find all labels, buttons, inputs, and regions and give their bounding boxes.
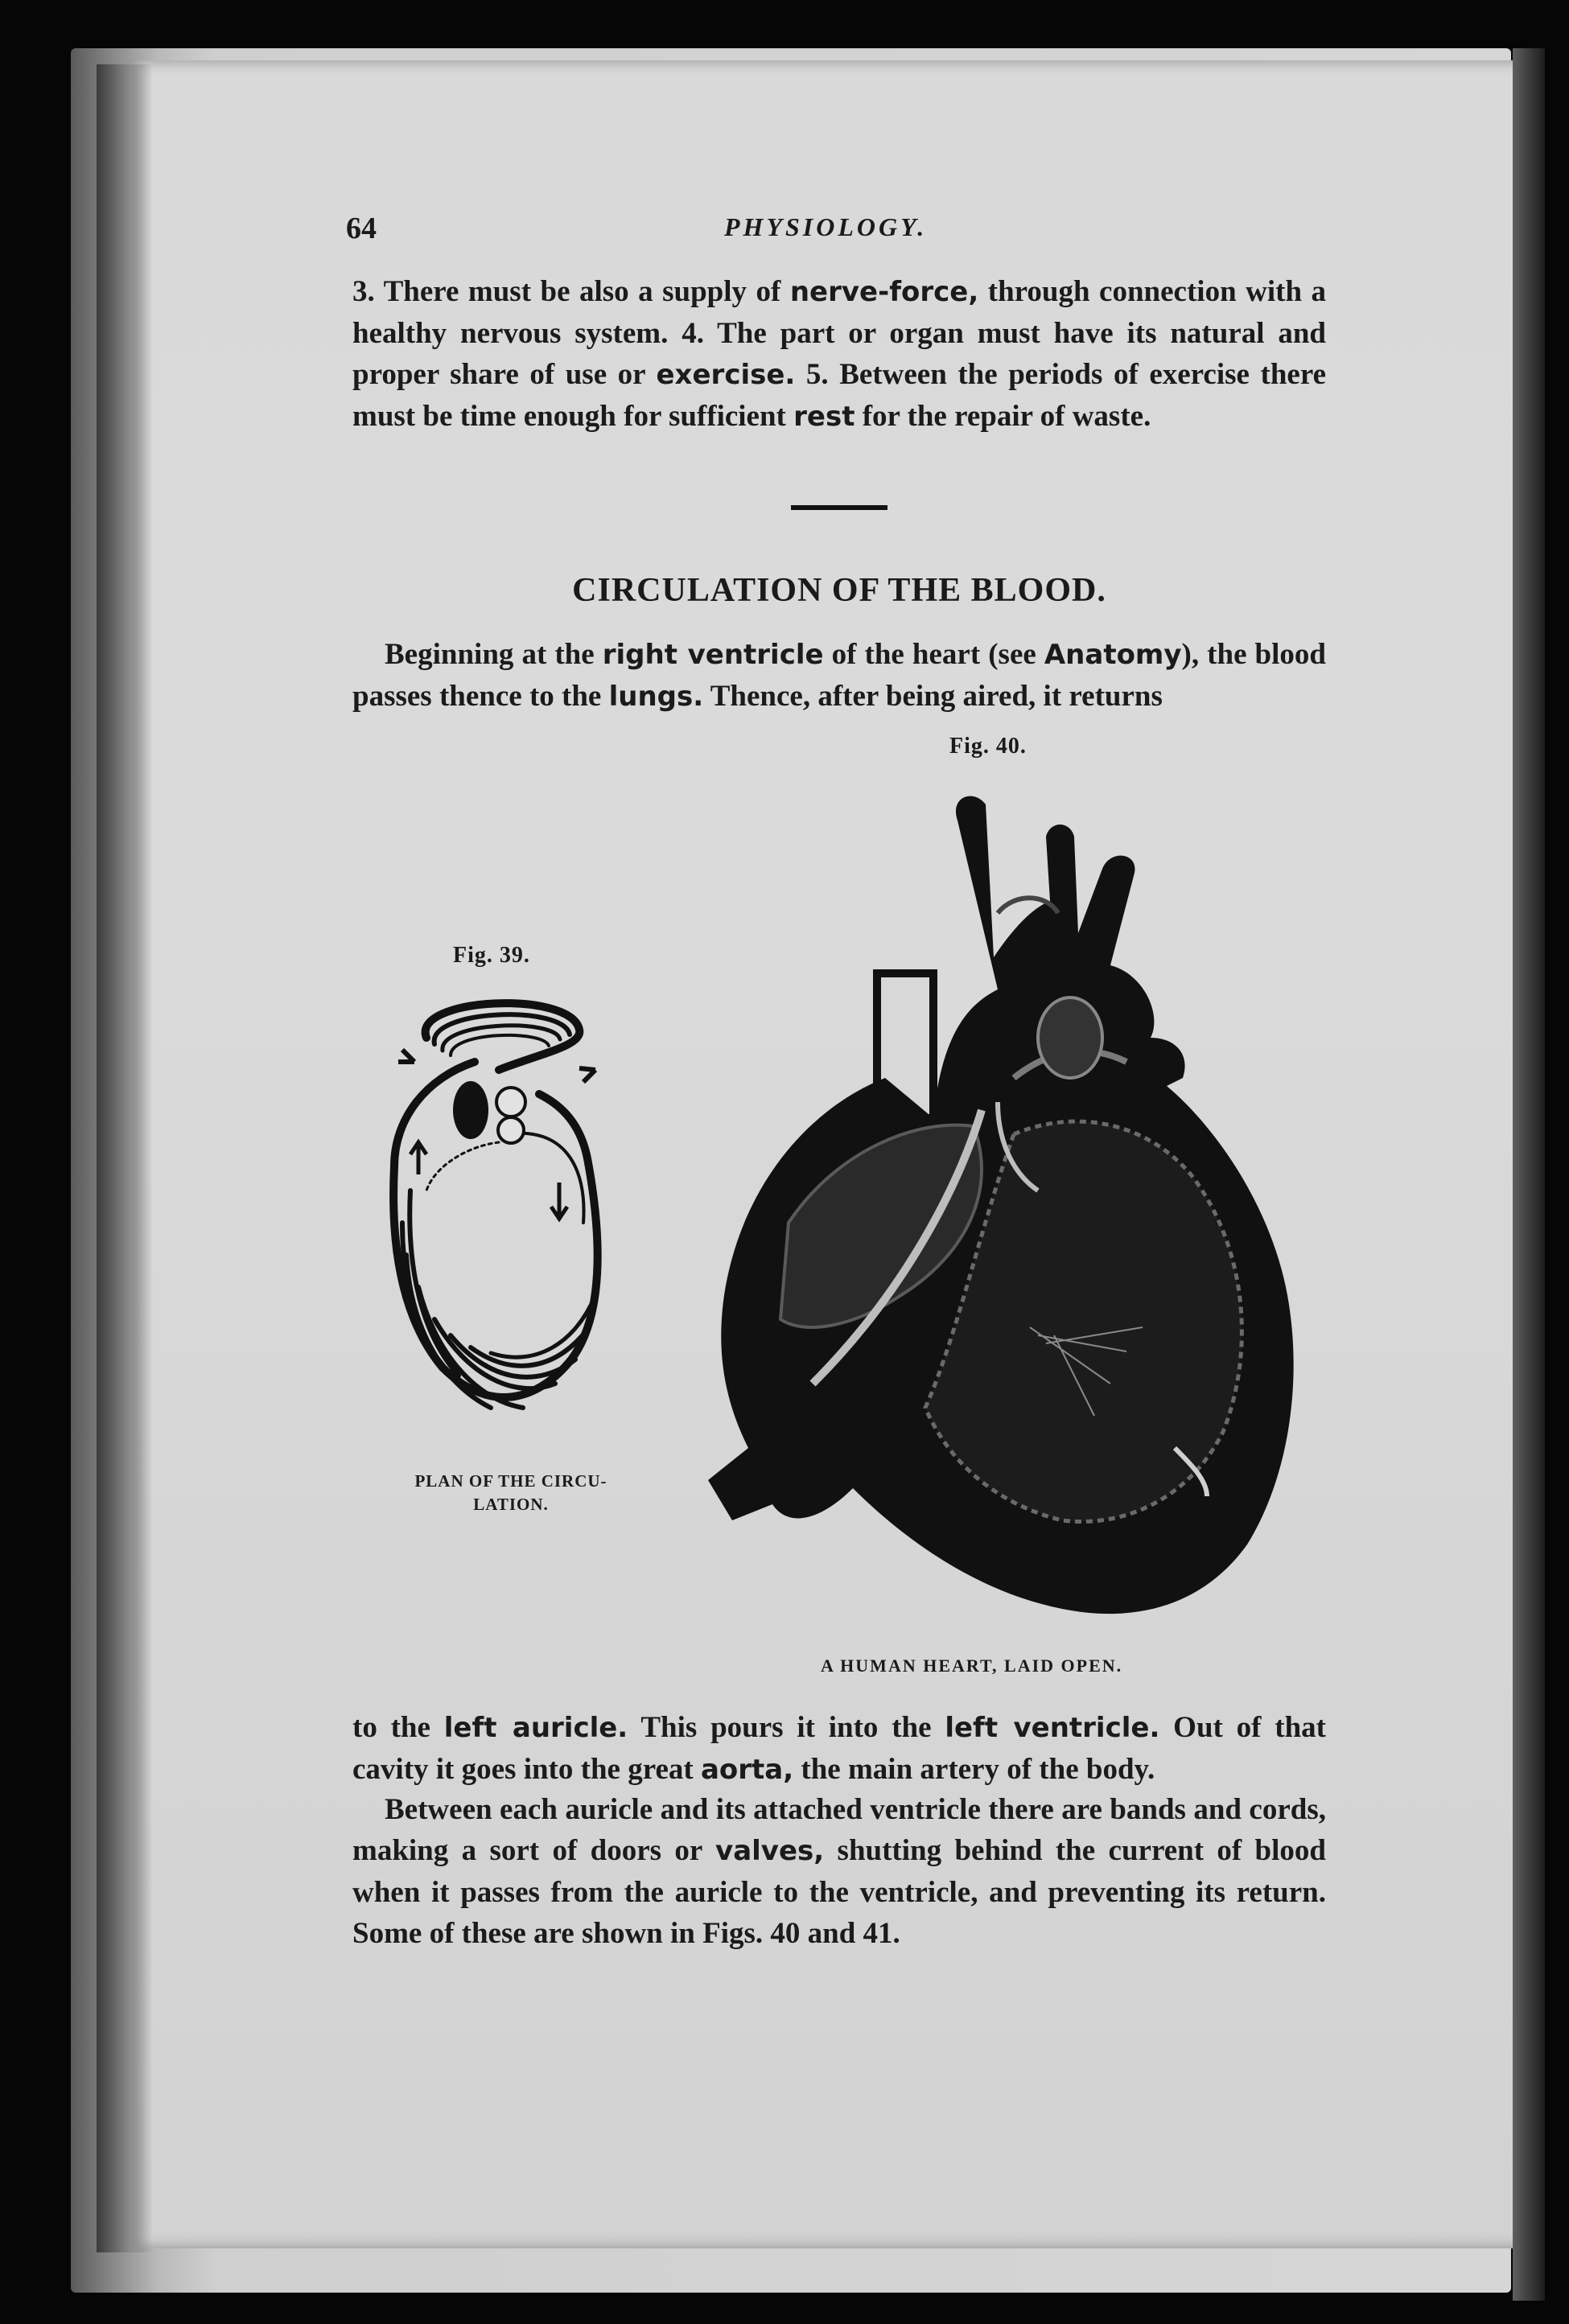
figure-40-caption: Fig. 40. xyxy=(949,734,1027,759)
page-header xyxy=(346,211,1352,259)
term-exercise: exercise. xyxy=(656,359,796,391)
paragraph-requirements xyxy=(352,271,1326,438)
text-run: Between each auricle and its attached ventricle there are bands and cords, making a sort of doors or xyxy=(352,1793,1326,1867)
term-anatomy: Anatomy xyxy=(1044,639,1182,671)
term-right-ventricle: right ventricle xyxy=(602,639,824,671)
figure-40-label: A HUMAN HEART, LAID OPEN. xyxy=(821,1656,1123,1676)
figure-39-label xyxy=(378,1470,644,1516)
text-run: Out of that cavity it goes into the great xyxy=(352,1711,1326,1786)
spine-shadow xyxy=(97,64,153,2252)
running-head: PHYSIOLOGY. xyxy=(724,212,928,241)
text-run: Beginning at the xyxy=(385,638,603,671)
term-left-auricle: left auricle. xyxy=(443,1712,628,1744)
page-number: 64 xyxy=(346,212,377,245)
term-nerve-force: nerve-force, xyxy=(789,276,979,308)
paragraph-left-auricle xyxy=(352,1707,1326,1791)
human-heart-illustration xyxy=(692,772,1320,1649)
term-rest: rest xyxy=(793,401,855,433)
paragraph-circulation-intro xyxy=(352,634,1326,718)
section-divider xyxy=(791,505,887,510)
text-run: for the repair of waste. xyxy=(855,400,1151,433)
term-valves: valves, xyxy=(715,1835,825,1867)
text-run: ), the blood passes thence to the xyxy=(352,638,1326,713)
circulation-plan-illustration xyxy=(378,981,620,1464)
text-run: through connection with a healthy nervous system. 4. The part or organ must have its natural and proper share of use or xyxy=(352,275,1327,391)
term-lungs: lungs. xyxy=(608,681,704,713)
figure-39-label-line-1: PLAN OF THE CIRCU- xyxy=(414,1471,607,1491)
term-aorta: aorta, xyxy=(700,1754,794,1786)
section-title: CIRCULATION OF THE BLOOD. xyxy=(572,572,1106,609)
figure-39-caption: Fig. 39. xyxy=(453,943,530,968)
text-run: the main artery of the body. xyxy=(793,1753,1155,1786)
text-run: 3. There must be also a supply of xyxy=(352,275,790,308)
text-run: of the heart (see xyxy=(823,638,1044,671)
page-right-edge xyxy=(1513,48,1545,2301)
term-left-ventricle: left ventricle. xyxy=(945,1712,1160,1744)
text-run: Thence, after being aired, it returns xyxy=(703,680,1163,713)
text-run: 5. Between the periods of exercise there must be time enough for sufficient xyxy=(352,358,1326,433)
text-run: to the xyxy=(352,1711,444,1744)
figure-39-label-line-2: LATION. xyxy=(473,1495,549,1514)
text-run: This pours it into the xyxy=(628,1711,945,1744)
paragraph-valves xyxy=(352,1789,1326,1954)
text-run: shutting behind the current of blood when it passes from the auricle to the ventricle, and preventing its return. Some of these are shown in Figs. 40 and 41. xyxy=(352,1834,1326,1950)
